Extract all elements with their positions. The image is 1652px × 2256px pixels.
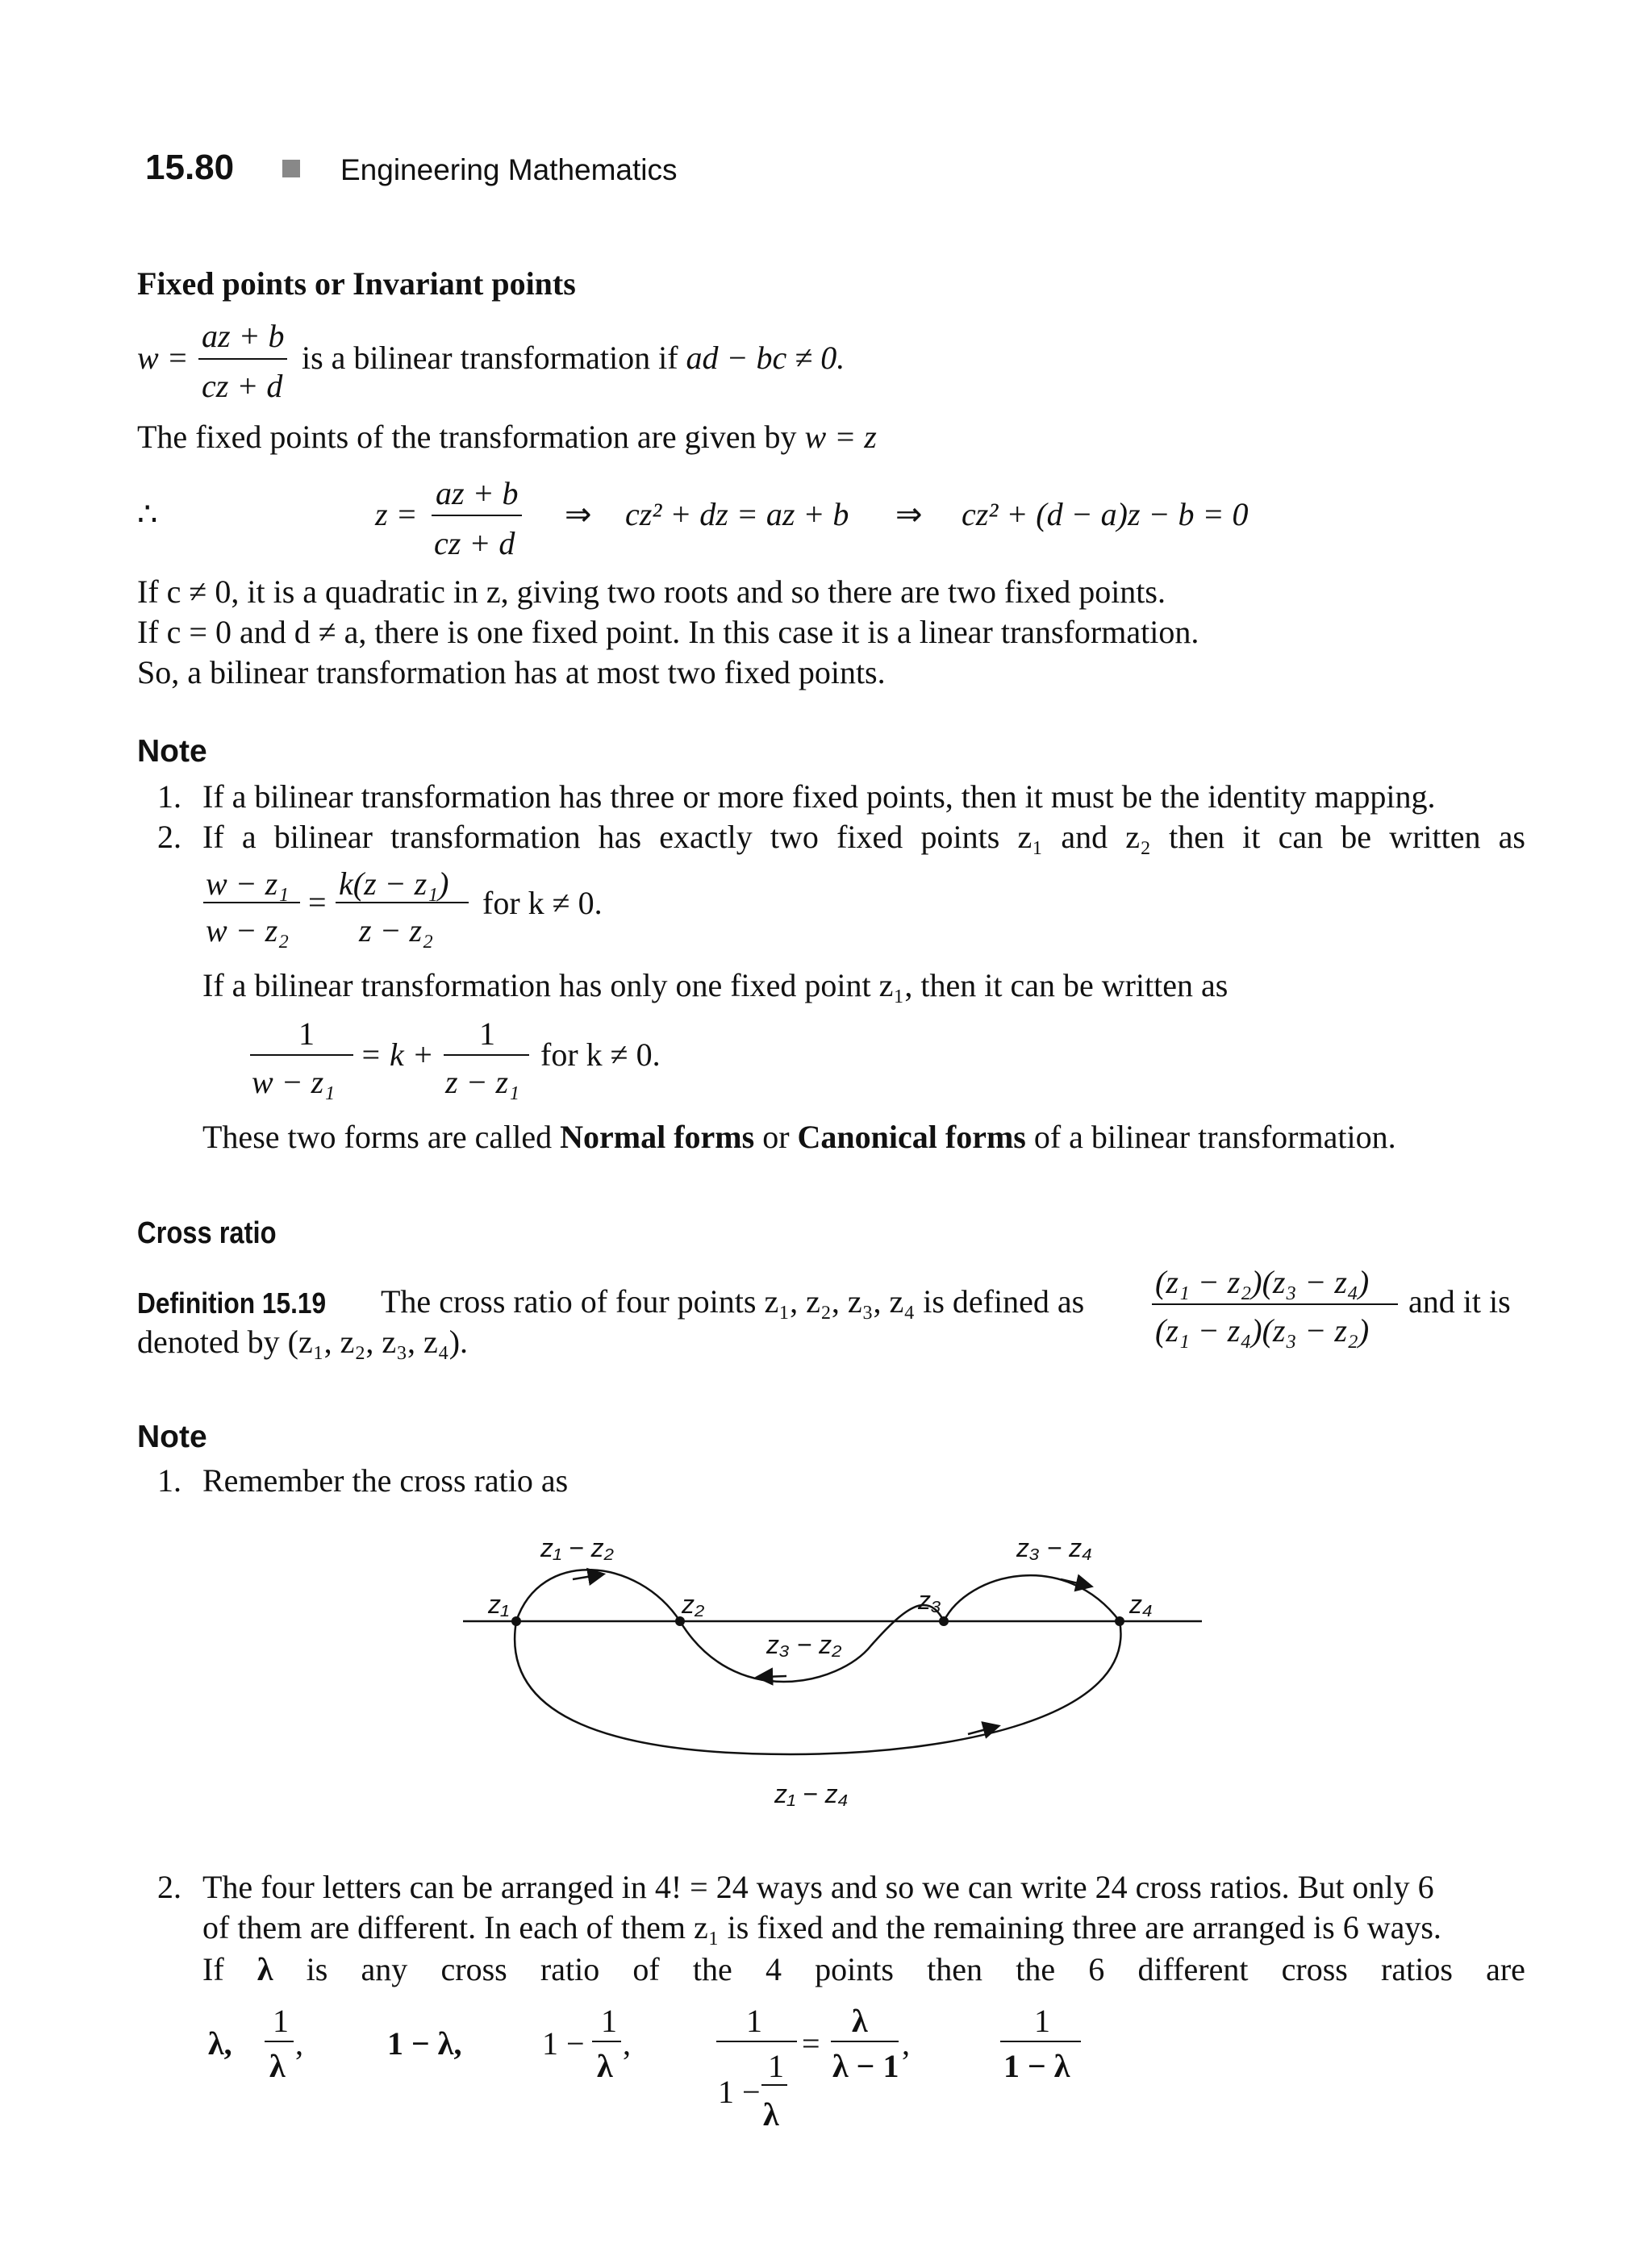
bilinear-text-pre: is a bilinear transformation if xyxy=(302,340,678,376)
note2-item1: Remember the cross ratio as xyxy=(202,1462,569,1499)
word: is xyxy=(306,1951,328,1987)
cross-ratio-diagram xyxy=(452,1524,1226,1823)
word: different xyxy=(1137,1951,1249,1987)
word: of xyxy=(632,1951,660,1987)
definition-label: Definition 15.19 xyxy=(137,1286,327,1320)
cross-ratio-denominator: (z₁ − z₄)(z₃ − z₂) xyxy=(1155,1312,1370,1349)
implies-arrow-1: ⇒ xyxy=(565,496,592,532)
note-heading-1: Note xyxy=(137,734,207,769)
therefore-symbol: ∴ xyxy=(137,496,158,532)
arrow-z1-z2-icon xyxy=(573,1575,597,1579)
note1-item2-number: 2. xyxy=(157,819,181,855)
ratio4-comma: , xyxy=(623,2025,631,2062)
fixed-given-text: The fixed points of the transformation are given by xyxy=(137,419,797,455)
normal-form-condition: for k ≠ 0. xyxy=(482,885,603,921)
ratio5-den-bar xyxy=(761,2084,787,2086)
note2-item2-line2: of them are different. In each of them z₁ is fixed and the remaining three are arranged is 6 ways. xyxy=(202,1909,1441,1945)
label-z4: z₄ xyxy=(1129,1590,1153,1619)
definition-text: The cross ratio of four points z₁, z₂, z₃, z₄ is defined as xyxy=(381,1283,1085,1320)
word: then xyxy=(927,1951,983,1987)
ratio6-denominator: 1 − λ xyxy=(1003,2048,1070,2084)
note2-item1-number: 1. xyxy=(157,1462,181,1499)
fraction2-numerator: az + b xyxy=(436,475,519,511)
paragraph-line-3: So, a bilinear transformation has at most two fixed points. xyxy=(137,654,886,690)
note2-item2-line1: The four letters can be arranged in 4! = 24 ways and so we can write 24 cross ratios. But only 6 xyxy=(202,1869,1434,1905)
canonical-forms-term: Canonical forms xyxy=(797,1119,1026,1155)
ratio4-bar xyxy=(592,2041,621,2042)
label-z2: z₂ xyxy=(682,1590,705,1619)
ratio5-den-numerator: 1 xyxy=(768,2048,784,2084)
canonical-bar-left xyxy=(250,1054,353,1056)
ratio5-right-denominator: λ − 1 xyxy=(832,2048,899,2084)
canonical-den-left: w − z₁ xyxy=(252,1064,336,1100)
ratio4-prefix: 1 − xyxy=(542,2025,585,2062)
fraction2-bar xyxy=(432,515,522,516)
ratio5-den-prefix: 1 − xyxy=(718,2074,761,2110)
fixed-given-eq: w = z xyxy=(804,419,877,455)
ratio5-right-bar xyxy=(831,2041,899,2042)
note-heading-2: Note xyxy=(137,1420,207,1454)
z-equals: z = xyxy=(375,496,418,532)
cross-ratio-bar xyxy=(1152,1303,1398,1305)
canonical-den-right: z − z₁ xyxy=(445,1064,520,1100)
ratio2-comma: , xyxy=(295,2025,303,2062)
bilinear-condition: ad − bc ≠ 0. xyxy=(686,340,845,376)
normal-form-den-right: z − z₂ xyxy=(359,912,434,949)
canonical-bar-right xyxy=(444,1054,529,1056)
arrow-z3-z2-icon xyxy=(764,1676,786,1677)
section-heading-cross-ratio: Cross ratio xyxy=(137,1216,277,1250)
equation-3: cz² + (d − a)z − b = 0 xyxy=(962,496,1249,532)
ratio-one-minus-lambda: 1 − λ, xyxy=(387,2025,462,2062)
book-title: Engineering Mathematics xyxy=(340,153,678,186)
label-z1-minus-z2: z₁ − z₂ xyxy=(540,1533,614,1562)
one-fixed-point-text: If a bilinear transformation has only one fixed point z₁, then it can be written as xyxy=(202,967,1229,1003)
definition-line-2: denoted by (z₁, z₂, z₃, z₄). xyxy=(137,1324,469,1360)
fraction2-denominator: cz + d xyxy=(434,525,515,561)
normal-form-equals: = xyxy=(308,884,327,920)
equation-2: cz² + dz = az + b xyxy=(625,496,849,532)
label-z3-minus-z4: z₃ − z₄ xyxy=(1016,1533,1092,1562)
ratio-lambda: λ, xyxy=(208,2025,232,2062)
word: 4 xyxy=(765,1951,782,1987)
normal-form-num-right: k(z − z₁) xyxy=(339,865,449,902)
note2-item2-line3 xyxy=(202,1950,1525,1988)
normal-form-bar-left xyxy=(203,902,300,903)
ratio5-right-numerator: λ xyxy=(852,2003,868,2039)
implies-arrow-2: ⇒ xyxy=(895,496,923,532)
note2-item2-number: 2. xyxy=(157,1869,181,1905)
arc-z1-z2 xyxy=(516,1570,680,1621)
w-equals: w = xyxy=(137,340,189,376)
word: the xyxy=(1016,1951,1056,1987)
note1-item1-number: 1. xyxy=(157,778,181,815)
word: ratio xyxy=(540,1951,600,1987)
canonical-middle: = k + xyxy=(360,1036,434,1073)
bilinear-text xyxy=(302,339,845,377)
normal-form-bar-right xyxy=(336,902,469,903)
ratio2-denominator: λ xyxy=(269,2048,286,2084)
note1-item1: If a bilinear transformation has three or more fixed points, then it must be the identity mapping. xyxy=(202,778,1436,815)
section-heading-fixed-points: Fixed points or Invariant points xyxy=(137,265,576,302)
fraction-numerator: az + b xyxy=(202,318,285,354)
ratio2-numerator: 1 xyxy=(273,2003,289,2039)
word: any xyxy=(361,1951,408,1987)
ratio4-numerator: 1 xyxy=(601,2003,617,2039)
word: cross xyxy=(1281,1951,1348,1987)
ratio5-comma: , xyxy=(902,2025,910,2062)
canonical-num-right: 1 xyxy=(479,1015,495,1052)
normal-forms-term: Normal forms xyxy=(560,1119,755,1155)
word: the xyxy=(692,1951,732,1987)
fraction-denominator: cz + d xyxy=(202,368,283,404)
canonical-num-left: 1 xyxy=(298,1015,315,1052)
ratio5-den-denominator: λ xyxy=(763,2096,779,2133)
ratio6-bar xyxy=(1000,2041,1081,2042)
forms-sentence xyxy=(202,1118,1396,1156)
forms-or: or xyxy=(762,1119,790,1155)
forms-post: of a bilinear transformation. xyxy=(1033,1119,1396,1155)
paragraph-line-2: If c = 0 and d ≠ a, there is one fixed point. In this case it is a linear transformation. xyxy=(137,614,1199,650)
label-z3-minus-z2: z₃ − z₂ xyxy=(766,1630,842,1659)
normal-form-num-left: w − z₁ xyxy=(206,865,290,902)
label-z1-minus-z4: z₁ − z₄ xyxy=(774,1779,849,1808)
ratio4-denominator: λ xyxy=(597,2048,613,2084)
word: are xyxy=(1486,1951,1525,1987)
point-z1 xyxy=(511,1616,521,1626)
word: cross xyxy=(440,1951,507,1987)
cross-ratio-numerator: (z₁ − z₂)(z₃ − z₄) xyxy=(1155,1264,1370,1300)
lambda-symbol: λ xyxy=(257,1951,273,1987)
fixed-given-line xyxy=(137,418,877,456)
note1-item2: If a bilinear transformation has exactly two fixed points z₁ and z₂ then it can be written as xyxy=(202,819,1525,855)
paragraph-line-1: If c ≠ 0, it is a quadratic in z, giving two roots and so there are two fixed points. xyxy=(137,573,1166,610)
definition-post: and it is xyxy=(1408,1283,1511,1320)
ratio5-equals: = xyxy=(802,2025,820,2062)
header-square-icon xyxy=(282,160,300,177)
word: points xyxy=(815,1951,894,1987)
ratio5-numerator: 1 xyxy=(746,2003,762,2039)
canonical-condition: for k ≠ 0. xyxy=(540,1036,661,1073)
label-z1: z₁ xyxy=(488,1590,510,1619)
point-z4 xyxy=(1115,1616,1124,1626)
word: If xyxy=(202,1951,224,1987)
word: ratios xyxy=(1381,1951,1453,1987)
normal-form-den-left: w − z₂ xyxy=(206,912,290,949)
point-z3 xyxy=(939,1616,949,1626)
ratio5-bar xyxy=(716,2041,797,2042)
word: 6 xyxy=(1088,1951,1105,1987)
page-number: 15.80 xyxy=(145,148,235,187)
label-z3: z₃ xyxy=(918,1586,941,1615)
fraction-bar xyxy=(198,358,287,360)
forms-pre: These two forms are called xyxy=(202,1119,553,1155)
ratio2-bar xyxy=(265,2041,294,2042)
arc-z3-z4 xyxy=(944,1575,1120,1621)
ratio6-numerator: 1 xyxy=(1034,2003,1050,2039)
